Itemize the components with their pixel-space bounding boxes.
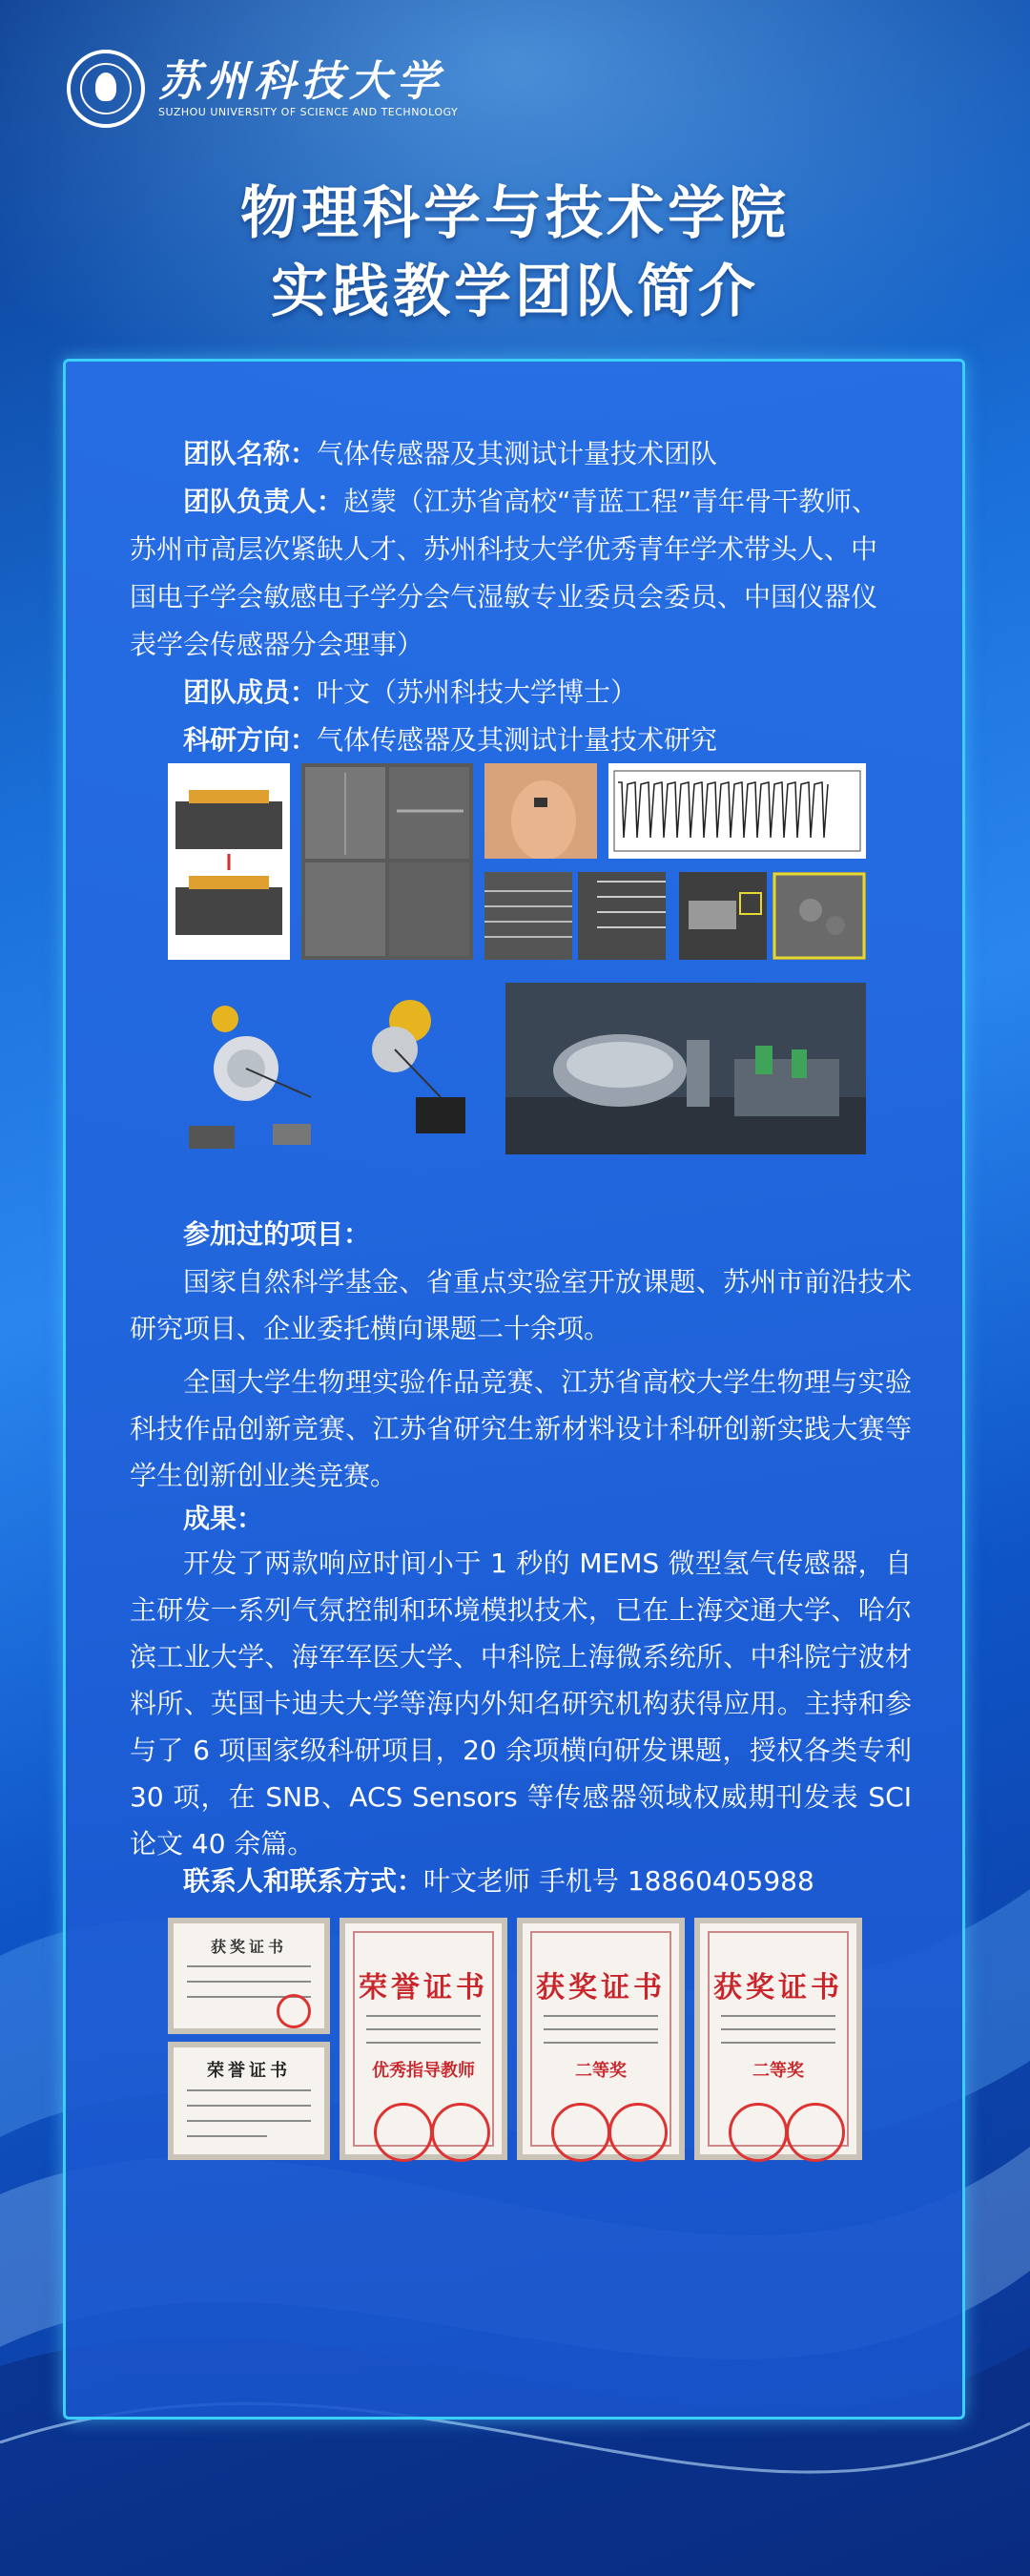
team-name [183, 433, 717, 475]
team-members [183, 672, 637, 714]
logo-english-name: SUZHOU UNIVERSITY OF SCIENCE AND TECHNOLOGY [158, 106, 459, 118]
figure-sem-structure-1 [484, 872, 572, 960]
team-members-value: 叶文（苏州科技大学博士） [317, 676, 638, 708]
certificate-5-award: 二等奖 [752, 2061, 804, 2081]
figure-system-diagram [168, 983, 492, 1154]
certificate-4-award: 二等奖 [575, 2061, 627, 2081]
projects-heading: 参加过的项目： [183, 1218, 371, 1250]
research-direction-value: 气体传感器及其测试计量技术研究 [317, 724, 718, 756]
page-title-line2: 实践教学团队简介 [271, 259, 759, 325]
figure-finger-chip-photo [484, 763, 597, 859]
certificate-5 [694, 1918, 862, 2160]
certificate-5-title: 获奖证书 [713, 1971, 843, 2005]
certificate-2-title: 荣誉证书 [207, 2061, 291, 2081]
research-direction-label: 科研方向： [183, 724, 318, 756]
certificate-3-title: 荣誉证书 [359, 1971, 488, 2005]
figure-response-curve [608, 763, 866, 859]
logo-chinese-name: 苏州科技大学 [158, 57, 444, 106]
figure-lab-equipment-photo [505, 983, 866, 1154]
projects-paragraph-2: 全国大学生物理实验作品竞赛、江苏省高校大学生物理与实验科技作品创新竞赛、江苏省研究生新材料设计科研创新实践大赛等学生创新创业类竞赛。 [130, 1366, 912, 1491]
team-name-value: 气体传感器及其测试计量技术团队 [317, 438, 718, 469]
team-leader-text1: 赵蒙（江苏省高校“青蓝工程”青年骨干教师、 [343, 486, 879, 517]
university-logo [67, 50, 458, 128]
contact-label: 联系人和联系方式： [183, 1865, 424, 1897]
certificate-1-title: 获奖证书 [210, 1938, 287, 1956]
team-leader-line4: 表学会传感器分会理事） [130, 629, 424, 660]
certificate-3 [340, 1918, 507, 2160]
university-emblem-icon [67, 50, 145, 128]
projects-paragraph-1: 国家自然科学基金、省重点实验室开放课题、苏州市前沿技术研究项目、企业委托横向课题二十余项。 [130, 1266, 912, 1344]
results-heading: 成果： [183, 1503, 264, 1534]
figure-sensor-schematic [168, 763, 290, 960]
contact-info [183, 1860, 814, 1902]
team-leader-label: 团队负责人： [183, 486, 344, 517]
team-name-label: 团队名称： [183, 438, 318, 469]
figure-sem-structure-2 [578, 872, 666, 960]
certificate-2 [168, 2042, 330, 2160]
certificate-4 [517, 1918, 685, 2160]
research-direction [183, 719, 717, 761]
certificate-1 [168, 1918, 330, 2034]
figure-sem-structure-4 [772, 872, 866, 960]
certificate-3-award: 优秀指导教师 [372, 2061, 475, 2081]
page-title-line1: 物理科学与技术学院 [240, 180, 790, 247]
team-leader-line2: 苏州市高层次紧缺人才、苏州科技大学优秀青年学术带头人、中 [130, 533, 878, 565]
certificate-4-title: 获奖证书 [536, 1971, 666, 2005]
team-leader-line1 [183, 481, 878, 523]
team-leader-line3: 国电子学会敏感电子学分会气湿敏专业委员会委员、中国仪器仪 [130, 581, 878, 613]
figure-sem-structure-3 [679, 872, 767, 960]
figure-sem-grid [301, 763, 473, 960]
contact-value: 叶文老师 手机号 18860405988 [423, 1865, 814, 1897]
results-paragraph: 开发了两款响应时间小于 1 秒的 MEMS 微型氢气传感器，自主研发一系列气氛控制和环境模拟技术，已在上海交通大学、哈尔滨工业大学、海军军医大学、中科院上海微系统所、中科院宁波材料所、英国卡迪夫大学等海内外知名研究机构获得应用。主持和参与了 6 项国家级科研项目，20 余项横向研发课题，授权各类专利 30 项，在 SNB、ACS Sensors 等传感器领域权威期刊发表 SCI 论文 40 余篇。 [130, 1548, 912, 1859]
team-members-label: 团队成员： [183, 676, 318, 708]
